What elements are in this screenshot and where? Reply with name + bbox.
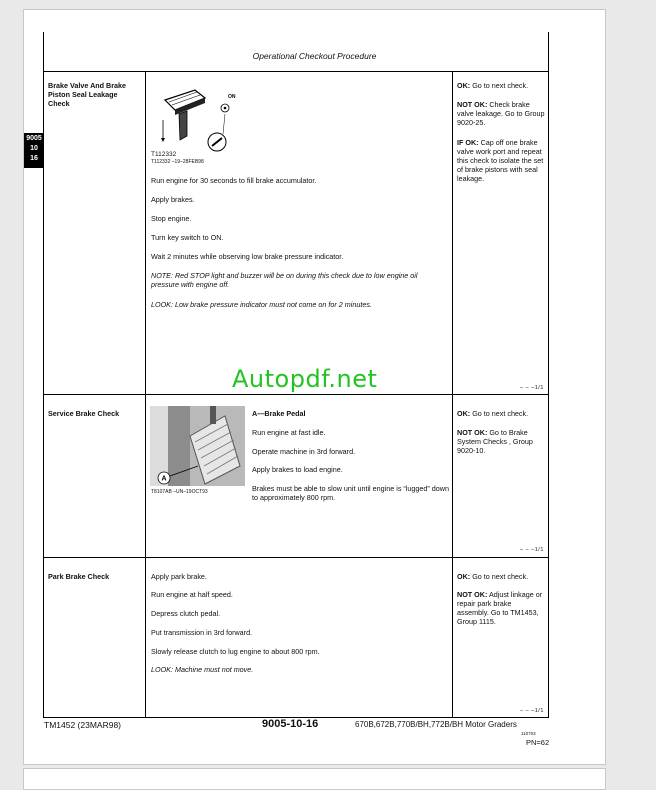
result-ok-2	[457, 409, 545, 418]
step-2-4: Brakes must be able to slow unit until engine is “lugged” down to approximately 800 rpm.	[252, 484, 449, 502]
col-line-title	[145, 71, 146, 718]
end-mark-3: – – –1/1	[520, 708, 544, 714]
figure-label-t112332: T112332	[151, 151, 177, 158]
not-ok-text: Go to Brake System Checks , Group 9020-10.	[457, 428, 533, 455]
key-switch-icon	[208, 94, 236, 151]
callout-a-label: A	[161, 475, 167, 483]
row-divider-2	[43, 557, 549, 558]
check-title-brake-valve: Brake Valve And Brake Piston Seal Leakage Check	[48, 81, 127, 108]
result-not-ok-2	[457, 428, 545, 455]
result-not-ok-3	[457, 590, 545, 626]
section-tab	[24, 133, 44, 168]
brake-pedal-key-switch-figure	[151, 86, 247, 154]
not-ok-label: NOT OK:	[457, 590, 488, 599]
ok-text: Go to next check.	[472, 572, 529, 581]
step-1-2: Apply brakes.	[151, 195, 195, 204]
page-header-title: Operational Checkout Procedure	[252, 51, 377, 61]
col-line-left	[43, 71, 44, 718]
step-2-2: Operate machine in 3rd forward.	[252, 447, 356, 456]
ok-label: OK:	[457, 572, 471, 581]
col-line-result	[452, 71, 453, 718]
result-ok-1	[457, 81, 545, 90]
step-1-1: Run engine for 30 seconds to fill brake accumulator.	[151, 176, 317, 185]
step-3-3: Depress clutch pedal.	[151, 609, 221, 618]
step-2-3: Apply brakes to load engine.	[252, 465, 343, 474]
look-1: LOOK: Low brake pressure indicator must not come on for 2 minutes.	[151, 300, 372, 309]
step-2-1: Run engine at fast idle.	[252, 428, 326, 437]
footer-models: 670B,672B,770B/BH,772B/BH Motor Graders	[355, 720, 517, 729]
note-1: NOTE: Red STOP light and buzzer will be on during this check due to low engine oil pressure with engine off.	[151, 271, 418, 289]
step-1-4: Turn key switch to ON.	[151, 233, 224, 242]
not-ok-text: Adjust linkage or repair park brake assembly. Go to TM1453, Group 1115.	[457, 590, 543, 626]
end-mark-1: – – –1/1	[520, 385, 544, 391]
switch-on-label: ON	[228, 94, 236, 100]
look-3: LOOK: Machine must not move.	[151, 665, 254, 674]
tab-line-2: 10	[30, 145, 38, 152]
legend-brake-pedal: A—Brake Pedal	[252, 409, 306, 418]
result-if-ok-1	[457, 138, 545, 183]
footer-page-number: 9005-10-16	[262, 718, 319, 730]
figure-caption-t112332: T112332 –19–28FEB98	[151, 159, 204, 165]
check-title-service-brake: Service Brake Check	[48, 409, 120, 418]
result-ok-3	[457, 572, 545, 581]
ok-text: Go to next check.	[472, 81, 529, 90]
not-ok-text: Check brake valve leakage. Go to Group 9020-25.	[457, 100, 545, 127]
ok-text: Go to next check.	[472, 409, 529, 418]
next-page-edge	[23, 768, 606, 790]
if-ok-text: Cap off one brake valve work port and repeat this check to isolate the set of brake pistons with seal leakage.	[457, 138, 544, 183]
result-not-ok-1	[457, 100, 545, 127]
end-mark-2: – – –1/1	[520, 547, 544, 553]
tab-line-3: 16	[30, 155, 38, 162]
row-divider-top	[43, 71, 549, 72]
step-1-3: Stop engine.	[151, 214, 192, 223]
if-ok-label: IF OK:	[457, 138, 479, 147]
check-title-park-brake: Park Brake Check	[48, 572, 110, 581]
figure-caption-t8107ab: T8107AB –UN–19OCT93	[151, 489, 208, 495]
step-3-5: Slowly release clutch to lug engine to about 800 rpm.	[151, 647, 320, 656]
footer-code: 110703	[521, 731, 536, 736]
not-ok-label: NOT OK:	[457, 428, 488, 437]
step-3-4: Put transmission in 3rd forward.	[151, 628, 253, 637]
step-1-5: Wait 2 minutes while observing low brake pressure indicator.	[151, 252, 344, 261]
step-3-1: Apply park brake.	[151, 572, 207, 581]
col-line-right	[548, 71, 549, 718]
row-divider-1	[43, 394, 549, 395]
ok-label: OK:	[457, 81, 471, 90]
not-ok-label: NOT OK:	[457, 100, 488, 109]
watermark-text: Autopdf.net	[232, 365, 378, 393]
footer-pn: PN=62	[526, 738, 550, 747]
brake-pedal-icon	[161, 90, 205, 142]
ok-label: OK:	[457, 409, 471, 418]
tab-line-1: 9005	[26, 135, 42, 142]
step-3-2: Run engine at half speed.	[151, 590, 233, 599]
brake-pedal-photo	[150, 406, 245, 486]
footer-manual-id: TM1452 (23MAR98)	[44, 720, 122, 730]
